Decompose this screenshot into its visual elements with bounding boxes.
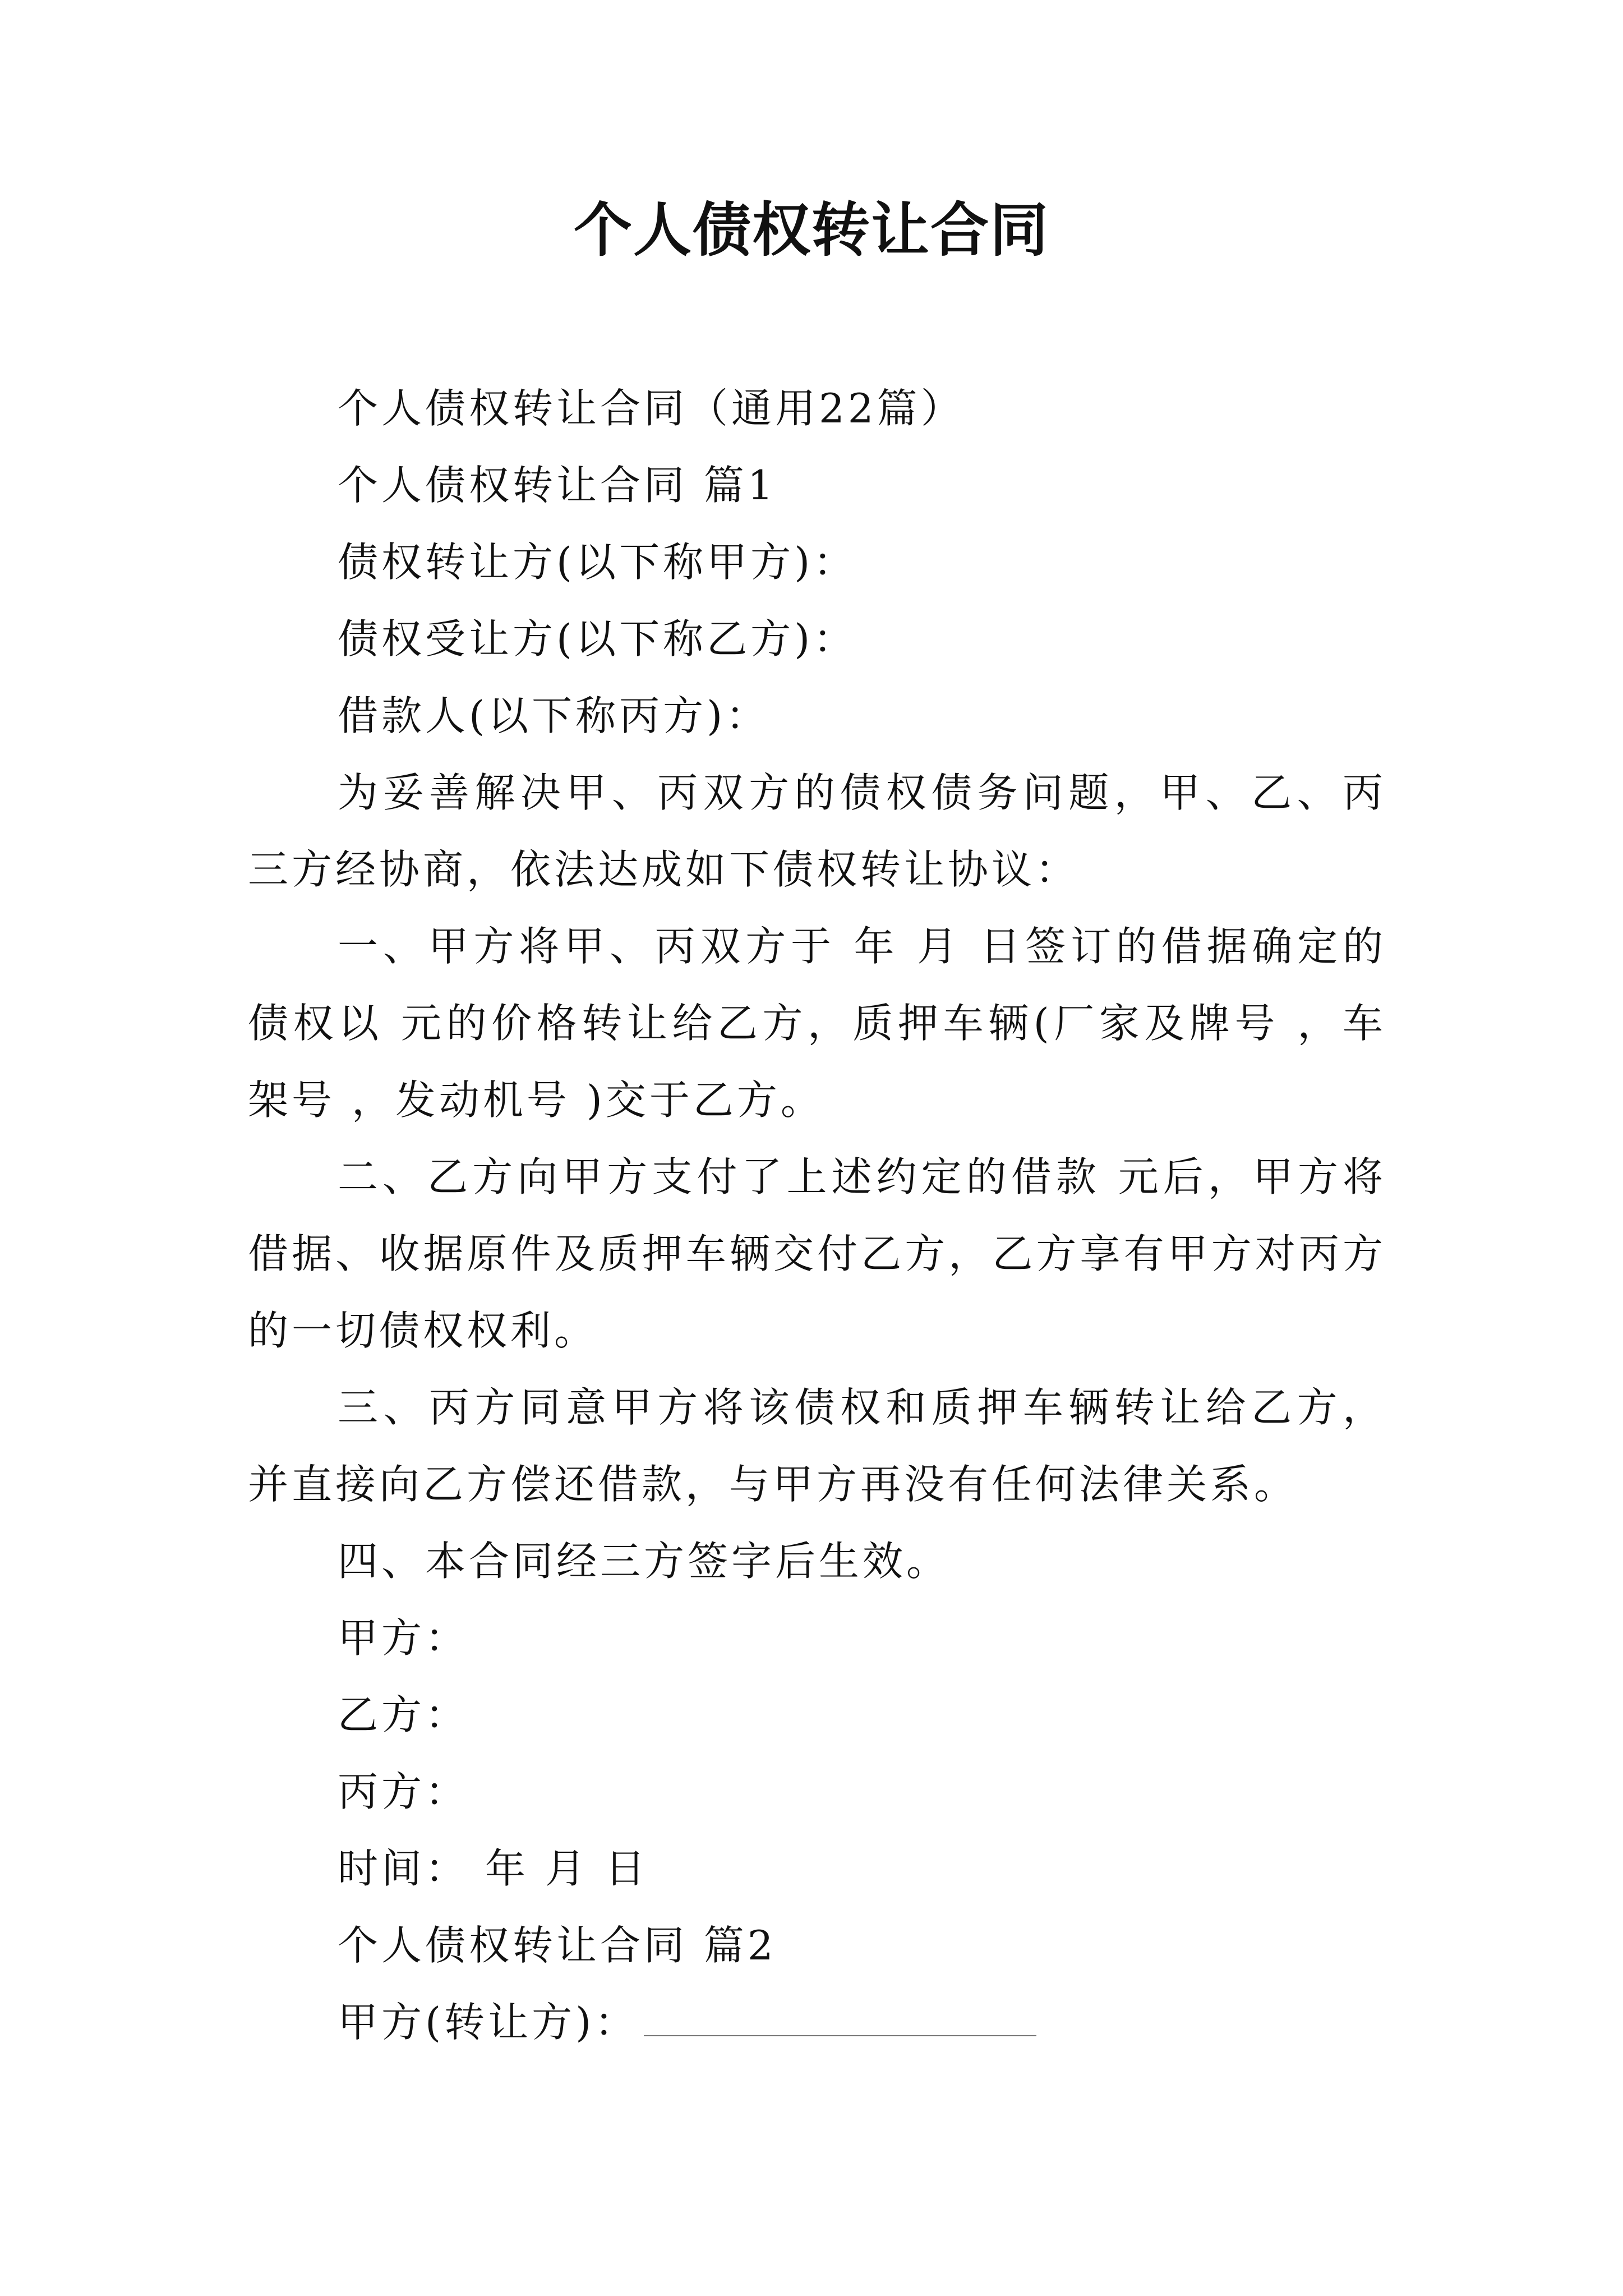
signature-party-b: 乙方：: [338, 1691, 469, 1738]
paragraph-transferor: 债权转让方(以下称甲方)：: [338, 539, 857, 586]
paragraph-clause-1: 一、甲方将甲、丙双方于 年 月 日签订的借据确定的债权以 元的价格转让给乙方，质押车辆(厂家及牌号 ，车架号 ，发动机号 )交于乙方。: [248, 923, 1386, 1124]
fill-in-blank-line: [644, 2035, 1036, 2036]
paragraph-clause-2: 二、乙方向甲方支付了上述约定的借款 元后，甲方将借据、收据原件及质押车辆交付乙方，乙方享有甲方对丙方的一切债权权利。: [248, 1153, 1386, 1354]
paragraph-transferee: 债权受让方(以下称乙方)：: [338, 615, 857, 662]
signature-party-c: 丙方：: [338, 1768, 469, 1815]
paragraph-borrower: 借款人(以下称丙方)：: [338, 692, 770, 739]
paragraph-clause-4: 四、本合同经三方签字后生效。: [338, 1538, 951, 1585]
paragraph-preamble: 为妥善解决甲、丙双方的债权债务问题，甲、乙、丙三方经协商，依法达成如下债权转让协议：: [248, 769, 1386, 893]
signature-party-a: 甲方：: [338, 1614, 469, 1662]
paragraph-section-2-heading: 个人债权转让合同 篇2: [338, 1922, 777, 1969]
paragraph-clause-3: 三、丙方同意甲方将该债权和质押车辆转让给乙方，并直接向乙方偿还借款，与甲方再没有任何法律关系。: [248, 1384, 1386, 1508]
party-a-transferor-label: 甲方(转让方)：: [338, 1999, 639, 2046]
signature-date: 时间： 年 月 日: [338, 1845, 649, 1892]
paragraph-subtitle: 个人债权转让合同（通用22篇）: [338, 385, 965, 432]
document-title: 个人债权转让合同: [573, 195, 1049, 264]
document-body: [248, 370, 1386, 2061]
paragraph-section-2-party-a: [248, 1984, 1386, 2061]
paragraph-section-1-heading: 个人债权转让合同 篇1: [338, 462, 777, 509]
